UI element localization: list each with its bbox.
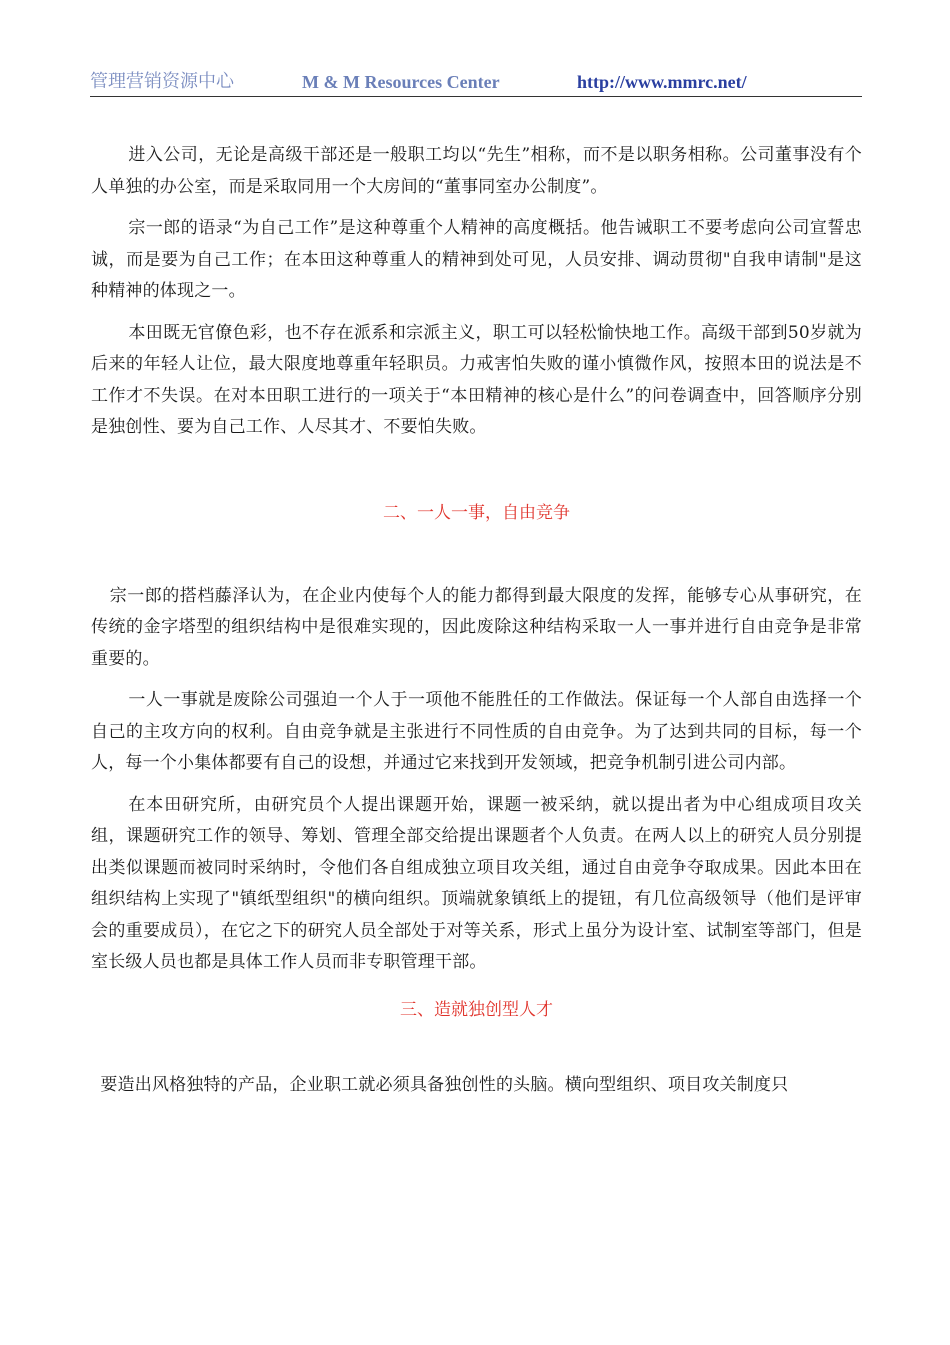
paragraph-1: 进入公司，无论是高级干部还是一般职工均以“先生”相称，而不是以职务相称。公司董事没有个人单独的办公室，而是采取同用一个大房间的“董事同室办公制度”。	[91, 145, 862, 197]
header-url[interactable]: http://www.mmrc.net/	[577, 72, 747, 92]
section-heading-3: 三、造就独创型人才	[400, 999, 553, 1020]
paragraph-5: 一人一事就是废除公司强迫一个人于一项他不能胜任的工作做法。保证每一个人部自由选择一个自己的主攻方向的权利。自由竞争就是主张进行不同性质的自由竞争。为了达到共同的目标，每一个人，每一个小集体都要有自己的设想，并通过它来找到开发领域，把竞争机制引进公司内部。	[91, 690, 862, 773]
paragraph-4: 宗一郎的搭档藤泽认为，在企业内使每个人的能力都得到最大限度的发挥，能够专心从事研究，在传统的金字塔型的组织结构中是很难实现的，因此废除这种结构采取一人一事并进行自由竞争是非常重要的。	[91, 585, 862, 669]
paragraph-6: 在本田研究所，由研究员个人提出课题开始，课题一被采纳，就以提出者为中心组成项目攻关组，课题研究工作的领导、筹划、管理全部交给提出课题者个人负责。在两人以上的研究人员分别提出类似课题而被同时采纳时，令他们各自组成独立项目攻关组，通过自由竞争夺取成果。因此本田在组织结构上实现了"镇纸型组织"的横向组织。顶端就象镇纸上的提钮，有几位高级领导（他们是评审会的重要成员），在它之下的研究人员全部处于对等关系，形式上虽分为设计室、试制室等部门，但是室长级人员也都是具体工作人员而非专职管理干部。	[91, 794, 862, 972]
paragraph-2: 宗一郎的语录“为自己工作”是这种尊重个人精神的高度概括。他告诫职工不要考虑向公司宣誓忠诚，而是要为自己工作；在本田这种尊重人的精神到处可见，人员安排、调动贯彻"自我申请制"是这种精神的体现之一。	[91, 218, 862, 301]
page-header	[90, 70, 862, 97]
paragraph-7: 要造出风格独特的产品，企业职工就必须具备独创性的头脑。横向型组织、项目攻关制度只	[100, 1074, 789, 1095]
header-org-cn: 管理营销资源中心	[90, 71, 234, 92]
document-body	[91, 140, 862, 1101]
section-heading-2: 二、一人一事，自由竞争	[383, 502, 570, 523]
paragraph-3: 本田既无官僚色彩，也不存在派系和宗派主义，职工可以轻松愉快地工作。高级干部到50岁就为后来的年轻人让位，最大限度地尊重年轻职员。力戒害怕失败的谨小慎微作风，按照本田的说法是不工作才不失误。在对本田职工进行的一项关于“本田精神的核心是什么”的问卷调查中，回答顺序分别是独创性、要为自己工作、人尽其才、不要怕失败。	[91, 322, 862, 437]
header-org-en: M & M Resources Center	[302, 72, 500, 92]
